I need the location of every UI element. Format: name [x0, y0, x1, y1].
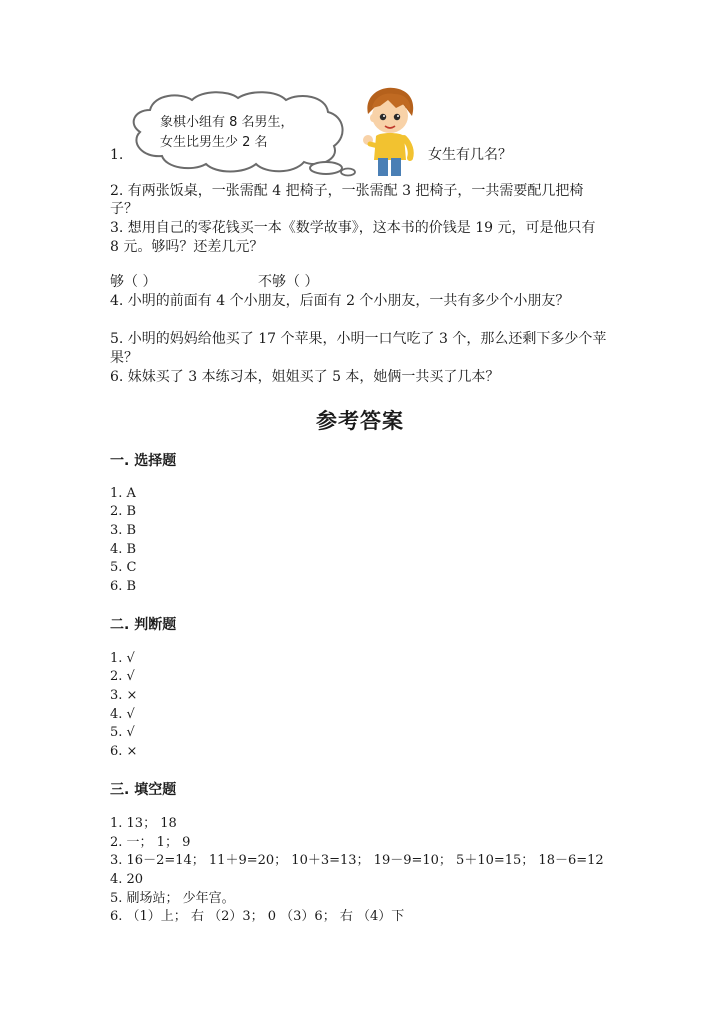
fill-answer-1: 1. 13； 18: [110, 816, 177, 831]
fill-answer-6: 6. （1）上； 右 （2）3； 0 （3）6； 右 （4）下: [110, 909, 405, 924]
judge-answer-1: 1. √: [110, 651, 135, 666]
fill-answer-5: 5. 刷场站； 少年宫。: [110, 891, 235, 906]
judge-answer-4: 4. √: [110, 707, 135, 722]
question-2-line-1: 2. 有两张饭桌，一张需配 4 把椅子，一张需配 3 把椅子，一共需要配几把椅: [110, 183, 584, 199]
boy-illustration-icon: [356, 86, 422, 178]
question-3-line-2: 8 元。够吗？还差几元？: [110, 239, 264, 255]
enough-option: 够（ ）: [110, 274, 157, 290]
question-3-line-1: 3. 想用自己的零花钱买一本《数学故事》，这本书的价钱是 19 元，可是他只有: [110, 220, 596, 236]
judge-answer-2: 2. √: [110, 669, 135, 684]
question-5-line-2: 果？: [110, 350, 138, 366]
question-1-number: 1.: [110, 147, 124, 163]
question-1-text: 女生有几名？: [428, 147, 512, 163]
question-2-line-2: 子？: [110, 201, 138, 217]
question-6: 6. 妹妹买了 3 本练习本，姐姐买了 5 本，她俩一共买了几本？: [110, 369, 500, 385]
fill-answer-3: 3. 16－2=14； 11＋9=20； 10＋3=13； 19－9=10； 5＋10=15； 18－6=12: [110, 853, 604, 868]
fill-answer-4: 4. 20: [110, 872, 144, 887]
answer-key-title: 参考答案: [316, 409, 404, 433]
judge-answer-3: 3. ×: [110, 688, 138, 703]
bubble-text-line-1: 象棋小组有 8 名男生，: [160, 115, 294, 130]
fill-answer-2: 2. 一； 1； 9: [110, 835, 191, 850]
choice-answer-2: 2. B: [110, 504, 137, 519]
judge-answer-6: 6. ×: [110, 744, 138, 759]
section-heading-fill: 三. 填空题: [110, 782, 177, 798]
choice-answer-3: 3. B: [110, 523, 137, 538]
choice-answer-6: 6. B: [110, 579, 137, 594]
question-5-line-1: 5. 小明的妈妈给他买了 17 个苹果，小明一口气吃了 3 个，那么还剩下多少个苹: [110, 331, 607, 347]
choice-answer-4: 4. B: [110, 542, 137, 557]
choice-answer-5: 5. C: [110, 560, 137, 575]
not-enough-option: 不够（ ）: [258, 274, 319, 290]
judge-answer-5: 5. √: [110, 725, 135, 740]
choice-answer-1: 1. A: [110, 486, 136, 501]
question-4: 4. 小明的前面有 4 个小朋友，后面有 2 个小朋友，一共有多少个小朋友？: [110, 293, 570, 309]
section-heading-judge: 二. 判断题: [110, 617, 177, 633]
bubble-text-line-2: 女生比男生少 2 名: [160, 135, 268, 150]
section-heading-choice: 一. 选择题: [110, 453, 177, 469]
